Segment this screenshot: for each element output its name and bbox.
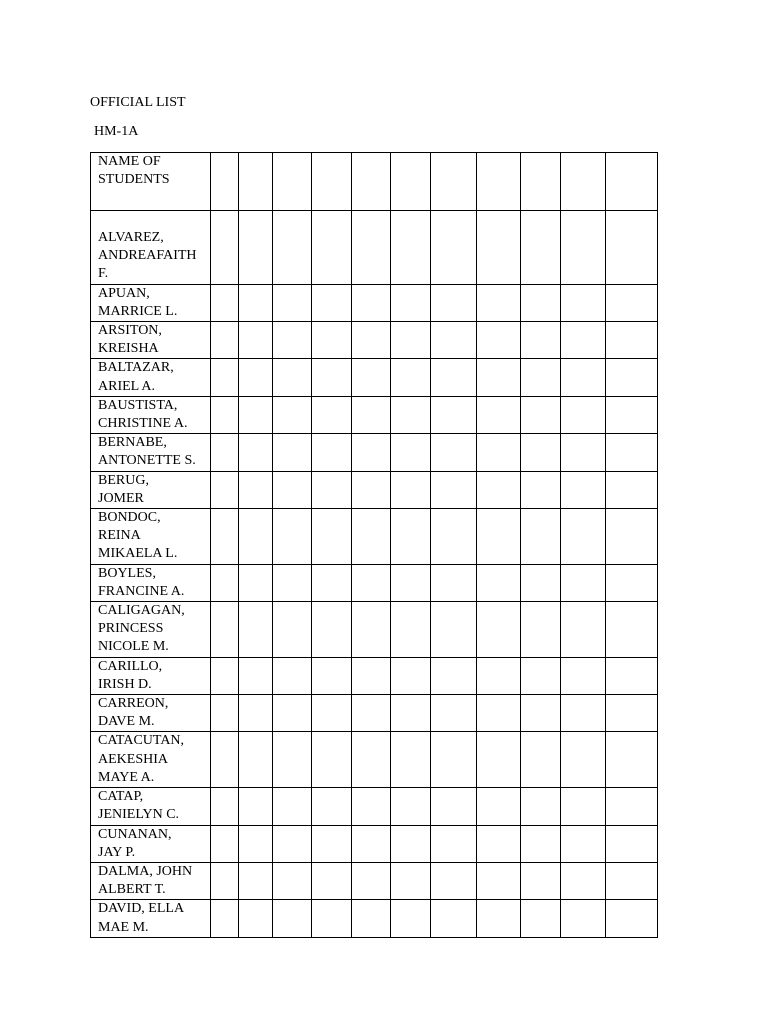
- blank-cell: [273, 284, 312, 321]
- blank-cell: [521, 900, 561, 937]
- blank-cell: [391, 322, 431, 359]
- blank-cell: [477, 211, 521, 285]
- blank-cell: [352, 359, 391, 396]
- student-name-line: ANDREAFAITH: [98, 248, 197, 264]
- blank-cell: [312, 695, 352, 732]
- blank-cell: [606, 509, 658, 565]
- blank-cell: [606, 396, 658, 433]
- table-row: [91, 825, 658, 862]
- blank-cell: [312, 825, 352, 862]
- student-name-line: BALTAZAR,: [98, 360, 174, 376]
- blank-cell: [391, 434, 431, 471]
- blank-cell: [239, 732, 273, 788]
- blank-cell: [239, 471, 273, 508]
- blank-cell: [352, 825, 391, 862]
- student-name-line: CARREON,: [98, 696, 169, 712]
- blank-cell: [521, 211, 561, 285]
- blank-cell: [211, 211, 239, 285]
- student-name-line: MAE M.: [98, 919, 149, 935]
- student-name-line: APUAN,: [98, 285, 150, 301]
- blank-cell: [273, 153, 312, 211]
- blank-cell: [312, 434, 352, 471]
- blank-cell: [561, 602, 606, 658]
- blank-cell: [521, 153, 561, 211]
- blank-cell: [352, 434, 391, 471]
- blank-cell: [431, 322, 477, 359]
- blank-cell: [273, 396, 312, 433]
- blank-cell: [211, 471, 239, 508]
- student-name-cell: [91, 471, 211, 508]
- blank-cell: [352, 396, 391, 433]
- student-name-line: DALMA, JOHN: [98, 863, 193, 879]
- student-name-line: BERNABE,: [98, 435, 167, 451]
- blank-cell: [606, 434, 658, 471]
- blank-cell: [239, 359, 273, 396]
- blank-cell: [561, 434, 606, 471]
- student-name-line: CARILLO,: [98, 658, 163, 674]
- student-name-line: ARSITON,: [98, 323, 162, 339]
- blank-cell: [239, 657, 273, 694]
- student-name-line: NICOLE M.: [98, 639, 169, 655]
- blank-cell: [273, 471, 312, 508]
- blank-cell: [431, 564, 477, 601]
- blank-cell: [273, 434, 312, 471]
- student-name-line: AEKESHIA: [98, 751, 168, 767]
- blank-cell: [606, 825, 658, 862]
- blank-cell: [391, 825, 431, 862]
- blank-cell: [273, 695, 312, 732]
- blank-cell: [431, 211, 477, 285]
- student-name-line: CHRISTINE A.: [98, 416, 188, 432]
- blank-cell: [352, 657, 391, 694]
- blank-cell: [352, 564, 391, 601]
- document-title: OFFICIAL LIST: [90, 95, 186, 110]
- blank-cell: [239, 153, 273, 211]
- student-name-line: ALBERT T.: [98, 882, 166, 898]
- student-name-cell: [91, 564, 211, 601]
- student-name-line: BONDOC,: [98, 510, 161, 526]
- blank-cell: [561, 509, 606, 565]
- table-row: [91, 602, 658, 658]
- blank-cell: [606, 657, 658, 694]
- blank-cell: [312, 471, 352, 508]
- blank-cell: [561, 211, 606, 285]
- header-line: STUDENTS: [98, 172, 170, 188]
- blank-cell: [561, 695, 606, 732]
- blank-cell: [211, 509, 239, 565]
- blank-cell: [273, 322, 312, 359]
- blank-cell: [477, 322, 521, 359]
- blank-cell: [312, 359, 352, 396]
- blank-cell: [211, 396, 239, 433]
- blank-cell: [561, 322, 606, 359]
- blank-cell: [312, 153, 352, 211]
- blank-cell: [431, 396, 477, 433]
- table-row: [91, 657, 658, 694]
- blank-cell: [211, 153, 239, 211]
- blank-cell: [606, 564, 658, 601]
- student-name-line: FRANCINE A.: [98, 583, 185, 599]
- blank-cell: [211, 695, 239, 732]
- student-name-line: ALVAREZ,: [98, 230, 164, 245]
- table-row: [91, 862, 658, 899]
- blank-cell: [211, 322, 239, 359]
- blank-cell: [606, 471, 658, 508]
- student-name-line: BERUG,: [98, 472, 149, 488]
- blank-cell: [477, 284, 521, 321]
- header-line: NAME OF: [98, 154, 161, 169]
- blank-cell: [521, 695, 561, 732]
- blank-cell: [477, 471, 521, 508]
- blank-cell: [521, 434, 561, 471]
- blank-cell: [391, 602, 431, 658]
- blank-cell: [391, 695, 431, 732]
- blank-cell: [431, 788, 477, 825]
- student-name-cell: [91, 695, 211, 732]
- blank-cell: [391, 657, 431, 694]
- student-name-cell: [91, 434, 211, 471]
- blank-cell: [477, 434, 521, 471]
- student-name-cell: [91, 322, 211, 359]
- blank-cell: [239, 434, 273, 471]
- blank-cell: [239, 322, 273, 359]
- blank-cell: [477, 862, 521, 899]
- blank-cell: [431, 862, 477, 899]
- blank-cell: [477, 825, 521, 862]
- blank-cell: [273, 211, 312, 285]
- blank-cell: [391, 862, 431, 899]
- blank-cell: [561, 657, 606, 694]
- blank-cell: [561, 153, 606, 211]
- student-name-line: MIKAELA L.: [98, 546, 178, 562]
- blank-cell: [273, 564, 312, 601]
- table-row: [91, 359, 658, 396]
- table-row: [91, 788, 658, 825]
- blank-cell: [521, 396, 561, 433]
- blank-cell: [211, 359, 239, 396]
- roster-body: [91, 153, 658, 938]
- table-row: [91, 434, 658, 471]
- blank-cell: [239, 788, 273, 825]
- blank-cell: [521, 509, 561, 565]
- student-name-cell: [91, 509, 211, 565]
- student-name-cell: [91, 284, 211, 321]
- blank-cell: [477, 657, 521, 694]
- student-name-cell: [91, 359, 211, 396]
- student-name-line: KREISHA: [98, 341, 159, 357]
- student-name-line: ANTONETTE S.: [98, 453, 196, 469]
- blank-cell: [211, 284, 239, 321]
- blank-cell: [477, 900, 521, 937]
- blank-cell: [477, 732, 521, 788]
- blank-cell: [561, 900, 606, 937]
- blank-cell: [211, 732, 239, 788]
- blank-cell: [521, 732, 561, 788]
- blank-cell: [606, 153, 658, 211]
- blank-cell: [606, 211, 658, 285]
- blank-cell: [606, 695, 658, 732]
- blank-cell: [431, 825, 477, 862]
- table-row: [91, 211, 658, 285]
- blank-cell: [521, 564, 561, 601]
- blank-cell: [273, 825, 312, 862]
- table-row: [91, 322, 658, 359]
- blank-cell: [521, 825, 561, 862]
- blank-cell: [606, 862, 658, 899]
- student-name-line: JENIELYN C.: [98, 807, 180, 823]
- blank-cell: [273, 359, 312, 396]
- blank-cell: [352, 695, 391, 732]
- blank-cell: [431, 509, 477, 565]
- student-name-line: IRISH D.: [98, 676, 152, 692]
- table-row: [91, 695, 658, 732]
- student-name-cell: [91, 732, 211, 788]
- blank-cell: [606, 322, 658, 359]
- blank-cell: [477, 509, 521, 565]
- table-row: [91, 732, 658, 788]
- blank-cell: [239, 284, 273, 321]
- blank-cell: [391, 471, 431, 508]
- blank-cell: [431, 153, 477, 211]
- table-row: [91, 471, 658, 508]
- blank-cell: [431, 471, 477, 508]
- blank-cell: [477, 396, 521, 433]
- student-name-cell: [91, 788, 211, 825]
- blank-cell: [312, 284, 352, 321]
- student-name-cell: [91, 211, 211, 285]
- blank-cell: [521, 788, 561, 825]
- blank-cell: [477, 602, 521, 658]
- blank-cell: [561, 564, 606, 601]
- blank-cell: [312, 211, 352, 285]
- blank-cell: [352, 211, 391, 285]
- blank-cell: [239, 825, 273, 862]
- blank-cell: [273, 862, 312, 899]
- blank-cell: [239, 900, 273, 937]
- blank-cell: [431, 284, 477, 321]
- student-name-line: CALIGAGAN,: [98, 603, 185, 619]
- blank-cell: [431, 602, 477, 658]
- blank-cell: [561, 788, 606, 825]
- student-name-line: REINA: [98, 528, 141, 544]
- student-name-line: MARRICE L.: [98, 303, 178, 319]
- blank-cell: [521, 284, 561, 321]
- blank-cell: [521, 657, 561, 694]
- student-name-line: BOYLES,: [98, 565, 156, 581]
- blank-cell: [273, 788, 312, 825]
- blank-cell: [239, 862, 273, 899]
- blank-cell: [352, 509, 391, 565]
- student-name-cell: [91, 602, 211, 658]
- blank-cell: [561, 862, 606, 899]
- student-roster-table: [90, 152, 658, 938]
- blank-cell: [606, 359, 658, 396]
- blank-cell: [431, 359, 477, 396]
- blank-cell: [273, 657, 312, 694]
- blank-cell: [312, 657, 352, 694]
- blank-cell: [521, 602, 561, 658]
- blank-cell: [352, 602, 391, 658]
- table-row: [91, 509, 658, 565]
- blank-cell: [312, 396, 352, 433]
- blank-cell: [352, 732, 391, 788]
- blank-cell: [391, 153, 431, 211]
- blank-cell: [239, 695, 273, 732]
- blank-cell: [211, 434, 239, 471]
- blank-cell: [477, 564, 521, 601]
- student-name-cell: [91, 396, 211, 433]
- blank-cell: [352, 862, 391, 899]
- blank-cell: [211, 825, 239, 862]
- table-row: [91, 284, 658, 321]
- blank-cell: [431, 695, 477, 732]
- blank-cell: [239, 509, 273, 565]
- blank-cell: [606, 900, 658, 937]
- student-name-line: DAVE M.: [98, 714, 155, 730]
- blank-cell: [211, 788, 239, 825]
- student-name-line: JAY P.: [98, 844, 136, 860]
- blank-cell: [391, 211, 431, 285]
- blank-cell: [239, 396, 273, 433]
- header-name-cell: [91, 153, 211, 211]
- student-name-line: PRINCESS: [98, 621, 164, 637]
- blank-cell: [352, 284, 391, 321]
- blank-cell: [352, 471, 391, 508]
- blank-cell: [239, 211, 273, 285]
- blank-cell: [431, 900, 477, 937]
- student-name-line: F.: [98, 266, 109, 282]
- blank-cell: [561, 396, 606, 433]
- student-name-cell: [91, 900, 211, 937]
- student-name-line: MAYE A.: [98, 769, 155, 785]
- blank-cell: [561, 732, 606, 788]
- student-name-line: ARIEL A.: [98, 378, 156, 394]
- blank-cell: [312, 322, 352, 359]
- blank-cell: [239, 602, 273, 658]
- blank-cell: [477, 359, 521, 396]
- blank-cell: [391, 732, 431, 788]
- blank-cell: [561, 471, 606, 508]
- student-name-cell: [91, 657, 211, 694]
- blank-cell: [312, 788, 352, 825]
- blank-cell: [352, 788, 391, 825]
- blank-cell: [521, 359, 561, 396]
- blank-cell: [561, 284, 606, 321]
- blank-cell: [239, 564, 273, 601]
- blank-cell: [521, 322, 561, 359]
- blank-cell: [521, 471, 561, 508]
- blank-cell: [312, 564, 352, 601]
- student-name-line: DAVID, ELLA: [98, 901, 185, 917]
- blank-cell: [312, 732, 352, 788]
- blank-cell: [211, 657, 239, 694]
- blank-cell: [273, 732, 312, 788]
- blank-cell: [561, 359, 606, 396]
- student-name-line: CUNANAN,: [98, 826, 172, 842]
- blank-cell: [273, 602, 312, 658]
- blank-cell: [477, 153, 521, 211]
- blank-cell: [477, 695, 521, 732]
- blank-cell: [431, 732, 477, 788]
- blank-cell: [431, 657, 477, 694]
- blank-cell: [561, 825, 606, 862]
- blank-cell: [391, 788, 431, 825]
- blank-cell: [273, 509, 312, 565]
- blank-cell: [312, 900, 352, 937]
- student-name-line: CATACUTAN,: [98, 733, 185, 749]
- student-name-cell: [91, 825, 211, 862]
- blank-cell: [391, 509, 431, 565]
- student-name-cell: [91, 862, 211, 899]
- blank-cell: [352, 153, 391, 211]
- blank-cell: [352, 900, 391, 937]
- blank-cell: [211, 564, 239, 601]
- table-row: [91, 396, 658, 433]
- student-name-line: CATAP,: [98, 789, 144, 805]
- blank-cell: [312, 862, 352, 899]
- blank-cell: [606, 788, 658, 825]
- table-row: [91, 564, 658, 601]
- blank-cell: [273, 900, 312, 937]
- blank-cell: [606, 732, 658, 788]
- table-row: [91, 900, 658, 937]
- blank-cell: [431, 434, 477, 471]
- blank-cell: [521, 862, 561, 899]
- blank-cell: [606, 284, 658, 321]
- student-name-line: JOMER: [98, 490, 144, 506]
- blank-cell: [477, 788, 521, 825]
- blank-cell: [391, 564, 431, 601]
- blank-cell: [312, 509, 352, 565]
- blank-cell: [391, 284, 431, 321]
- blank-cell: [211, 900, 239, 937]
- blank-cell: [211, 862, 239, 899]
- student-name-line: BAUSTISTA,: [98, 397, 178, 413]
- section-label: HM-1A: [94, 124, 139, 139]
- blank-cell: [352, 322, 391, 359]
- blank-cell: [391, 396, 431, 433]
- blank-cell: [211, 602, 239, 658]
- header-row: [91, 153, 658, 211]
- blank-cell: [606, 602, 658, 658]
- blank-cell: [391, 359, 431, 396]
- blank-cell: [312, 602, 352, 658]
- blank-cell: [391, 900, 431, 937]
